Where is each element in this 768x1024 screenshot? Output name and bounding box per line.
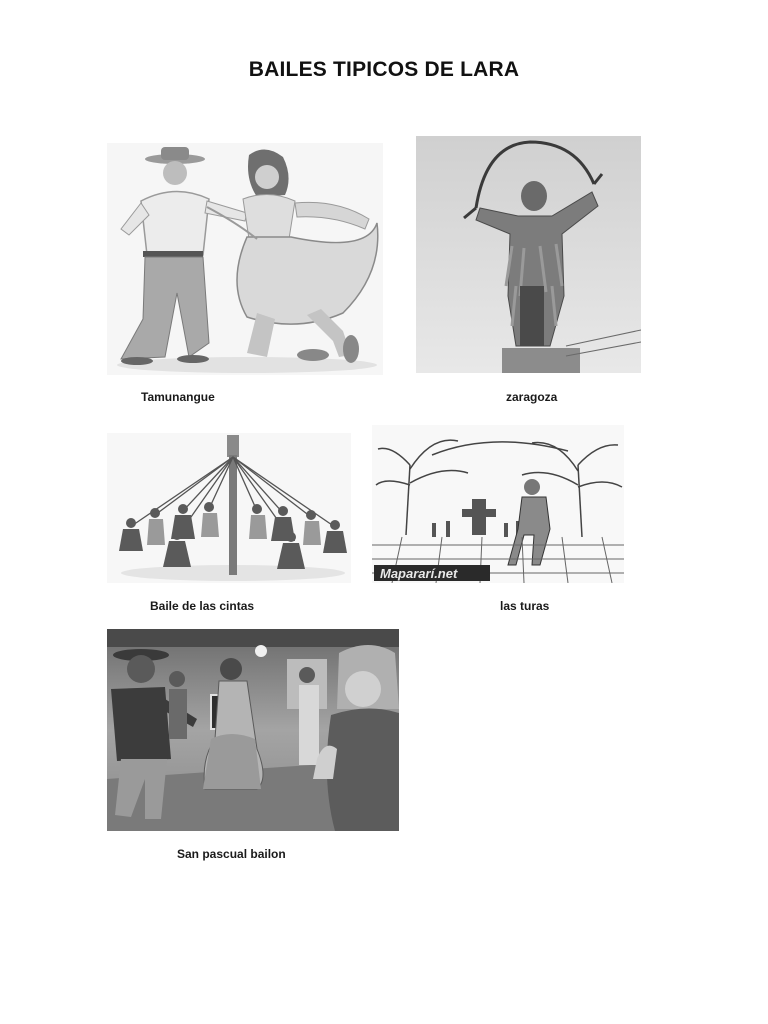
zaragoza-caption: zaragoza xyxy=(506,390,558,404)
zaragoza-image xyxy=(416,136,641,373)
sanpascual-image xyxy=(107,629,399,831)
page-title: BAILES TIPICOS DE LARA xyxy=(248,58,520,81)
turas-watermark: Mapararí.net xyxy=(380,566,458,581)
turas-image xyxy=(372,425,624,583)
tamunangue-caption: Tamunangue xyxy=(141,390,215,404)
cintas-image xyxy=(107,433,351,583)
cintas-caption: Baile de las cintas xyxy=(150,599,255,613)
sanpascual-caption: San pascual bailon xyxy=(177,847,286,861)
turas-caption: las turas xyxy=(500,599,550,613)
tamunangue-image xyxy=(107,143,383,375)
